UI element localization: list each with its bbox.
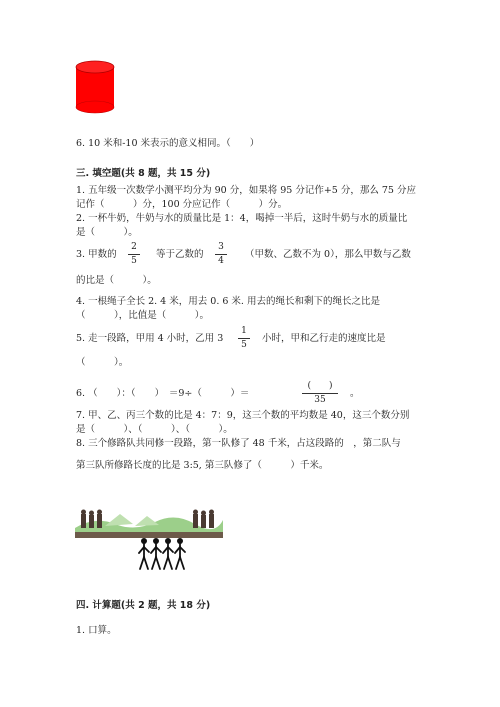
q3-part3: （甲数、乙数不为 0），那么甲数与乙数 <box>245 249 411 260</box>
q6b-part1: 6. （ ）：（ ） ＝9÷（ ）＝ <box>76 388 250 399</box>
q3-fraction-1 <box>128 243 140 266</box>
q7-line1: 7. 甲、乙、丙三个数的比是 4：7：9，这三个数的平均数是 40，这三个数分别 <box>76 410 410 421</box>
q5-fraction-denominator: 5 <box>241 340 247 350</box>
q5-fraction-numerator: 1 <box>241 326 247 336</box>
q6b-fraction <box>302 382 338 405</box>
workers-scene-icon <box>75 506 223 538</box>
q1-line2: 记作（ ）分，100 分应记作（ ）分。 <box>76 199 288 210</box>
q6b-fraction-numerator: ( ) <box>307 381 333 391</box>
q3-fraction-1-numerator: 2 <box>131 242 137 252</box>
q4-line2: （ ），比值是（ ）。 <box>76 310 210 321</box>
q6b-fraction-denominator: 35 <box>314 395 326 405</box>
q8-line1: 8. 三个修路队共同修一段路，第一队修了 48 千米，占这段路的 ，第二队与 <box>76 438 401 449</box>
question-6-text: 6. 10 米和-10 米表示的意义相同。（ ） <box>76 138 260 149</box>
q5-part1: 5. 走一段路，甲用 4 小时，乙用 3 <box>76 333 224 344</box>
q3-fraction-1-denominator: 5 <box>131 256 137 266</box>
q2-line2: 是（ ）。 <box>76 227 138 238</box>
section-3-title: 三. 填空题(共 8 题，共 15 分) <box>76 168 211 179</box>
q6b-end: 。 <box>350 388 360 399</box>
red-cylinder-icon <box>74 60 116 114</box>
q3-fraction-2 <box>215 243 227 266</box>
four-people-icon <box>138 537 190 571</box>
q8-line2: 第三队所修路长度的比是 3:5, 第三队修了（ ）千米。 <box>76 460 329 471</box>
q5-line2: （ ）。 <box>76 357 129 368</box>
q3-part2: 等于乙数的 <box>156 249 204 260</box>
q2-line1: 2. 一杯牛奶，牛奶与水的质量比是 1：4，喝掉一半后，这时牛奶与水的质量比 <box>76 213 408 224</box>
q1-line1: 1. 五年级一次数学小测平均分为 90 分，如果将 95 分记作+5 分，那么 75 分应 <box>76 185 416 196</box>
q3-part1: 3. 甲数的 <box>76 249 117 260</box>
q7-line2: 是（ ）、（ ）、（ ）。 <box>76 424 233 435</box>
q3-fraction-2-denominator: 4 <box>218 256 224 266</box>
q5-part2: 小时，甲和乙行走的速度比是 <box>262 333 386 344</box>
q3-line2: 的比是（ ）。 <box>76 275 157 286</box>
q3-fraction-2-numerator: 3 <box>218 242 224 252</box>
section-4-q1: 1. 口算。 <box>76 625 117 636</box>
section-4-title: 四. 计算题(共 2 题，共 18 分) <box>76 600 211 611</box>
q5-fraction <box>238 327 250 350</box>
q4-line1: 4. 一根绳子全长 2. 4 米，用去 0. 6 米. 用去的绳长和剩下的绳长之比是 <box>76 296 380 307</box>
